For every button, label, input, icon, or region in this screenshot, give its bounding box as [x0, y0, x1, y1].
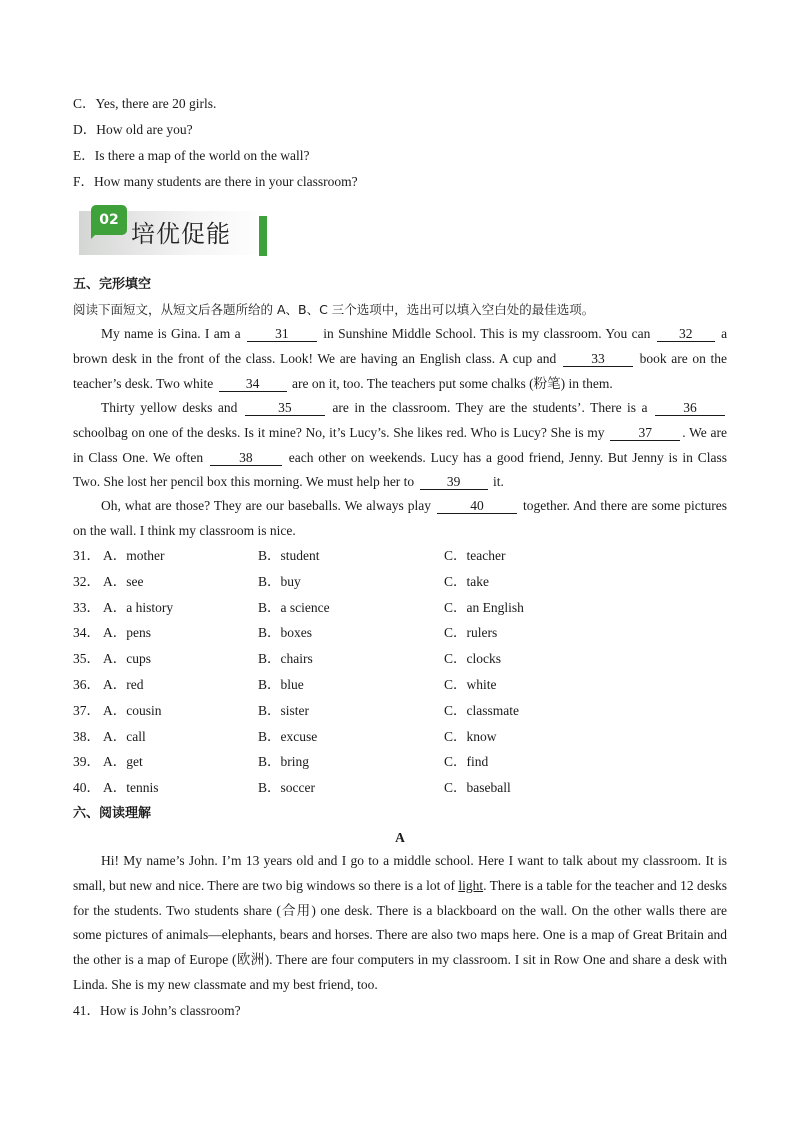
- option-a: A．call: [103, 728, 146, 744]
- option-d: D．How old are you?: [73, 122, 193, 137]
- option-b: B．sister: [258, 702, 310, 718]
- option-b: B．excuse: [258, 728, 318, 744]
- blank-32: 32: [657, 326, 715, 342]
- blank-36: 36: [655, 400, 725, 416]
- option-a: A．tennis: [103, 780, 159, 796]
- badge-tail: [91, 231, 99, 239]
- option-c-choice: C．baseball: [444, 780, 511, 796]
- option-c-choice: C．classmate: [444, 702, 519, 718]
- banner-accent-bar: [259, 216, 267, 256]
- section5-instruction: 阅读下面短文，从短文后各题所给的 A、B、C 三个选项中，选出可以填入空白处的最佳选项。: [73, 302, 595, 317]
- blank-33: 33: [563, 351, 633, 367]
- option-c: C．Yes, there are 20 girls.: [73, 96, 217, 111]
- option-a: A．see: [103, 573, 144, 589]
- passage-title: A: [395, 830, 405, 845]
- option-a: A．get: [103, 754, 143, 770]
- option-c-choice: C．white: [444, 677, 497, 692]
- question-number: 36．: [73, 677, 100, 692]
- question-41: 41．How is John’s classroom?: [73, 1003, 241, 1018]
- cloze-paragraph-1: My name is Gina. I am a 31 in Sunshine Middle School. This is my classroom. You can 32 a brown desk in the front of the class. Look! We are having an English class. A cup and 33 book are on the teacher’s desk. Two white 34 are on it, too. The teachers put some chalks (粉笔) in them.: [73, 326, 728, 391]
- reading-passage: Hi! My name’s John. I’m 13 years old and I go to a middle school. Here I want to talk about my classroom. It is small, but new and nice. There are two big windows so there is a lot of light. There is a table for the teacher and 12 desks for the students. Two students share (合用) one desk. There is a blackboard on the wall. On the other walls there are some pictures of animals—elephants, bears and horses. There are also two maps here. One is a map of Great Britain and the other is a map of Europe (欧洲). There are four computers in my classroom. I sit in Row One and share a desk with Linda. She is my new classmate and my best friend, too.: [73, 853, 727, 992]
- blank-31: 31: [247, 326, 317, 342]
- option-a: A．cousin: [103, 702, 162, 718]
- blank-40: 40: [437, 498, 517, 514]
- banner-number: 02: [99, 212, 119, 228]
- option-e: E．Is there a map of the world on the wall?: [73, 148, 310, 163]
- option-a: A．red: [103, 677, 144, 692]
- question-number: 31．: [73, 548, 100, 563]
- option-b: B．chairs: [258, 651, 313, 667]
- section6-heading: 六、阅读理解: [73, 806, 152, 821]
- blank-34: 34: [219, 376, 287, 392]
- option-a: A．mother: [103, 548, 165, 563]
- question-number: 35．: [73, 651, 100, 667]
- option-b: B．blue: [258, 677, 304, 692]
- banner-title: 培优促能: [131, 220, 231, 248]
- option-c-choice: C．clocks: [444, 651, 501, 667]
- blank-38: 38: [210, 450, 282, 466]
- section-banner: [79, 205, 269, 257]
- cloze-paragraph-3: Oh, what are those? They are our baseballs. We always play 40 together. And there are some pictures on the wall. I think my classroom is nice.: [73, 498, 728, 538]
- question-number: 40．: [73, 780, 100, 796]
- option-a: A．pens: [103, 625, 151, 641]
- option-b: B．bring: [258, 754, 310, 770]
- blank-37: 37: [610, 425, 680, 441]
- blank-35: 35: [245, 400, 325, 416]
- option-c-choice: C．rulers: [444, 625, 498, 641]
- option-c-choice: C．an English: [444, 599, 524, 615]
- option-b: B．soccer: [258, 780, 315, 796]
- option-a: A．a history: [103, 599, 174, 615]
- section5-heading: 五、完形填空: [73, 277, 152, 292]
- question-number: 37．: [73, 702, 100, 718]
- underlined-word: light: [458, 877, 484, 893]
- question-number: 32．: [73, 573, 100, 589]
- option-c-choice: C．take: [444, 573, 489, 589]
- option-b: B．a science: [258, 599, 330, 615]
- question-number: 34．: [73, 625, 100, 641]
- option-c-choice: C．know: [444, 728, 497, 744]
- option-a: A．cups: [103, 651, 151, 667]
- question-number: 39．: [73, 754, 100, 770]
- option-c-choice: C．teacher: [444, 548, 506, 563]
- option-c-choice: C．find: [444, 754, 489, 770]
- option-b: B．boxes: [258, 625, 312, 641]
- blank-39: 39: [420, 474, 488, 490]
- question-number: 38．: [73, 728, 100, 744]
- option-f: F．How many students are there in your classroom?: [73, 174, 358, 189]
- option-b: B．buy: [258, 573, 301, 589]
- option-b: B．student: [258, 548, 320, 563]
- cloze-paragraph-2: Thirty yellow desks and 35 are in the classroom. They are the students’. There is a 36 schoolbag on one of the desks. Is it mine? No, it’s Lucy’s. She likes red. Who is Lucy? She is my 37 . We are in Class One. We often 38 each other on weekends. Lucy has a good friend, Jenny. But Jenny is in Class Two. She lost her pencil box this morning. We must help her to 39 it.: [73, 400, 727, 490]
- question-number: 33．: [73, 599, 100, 615]
